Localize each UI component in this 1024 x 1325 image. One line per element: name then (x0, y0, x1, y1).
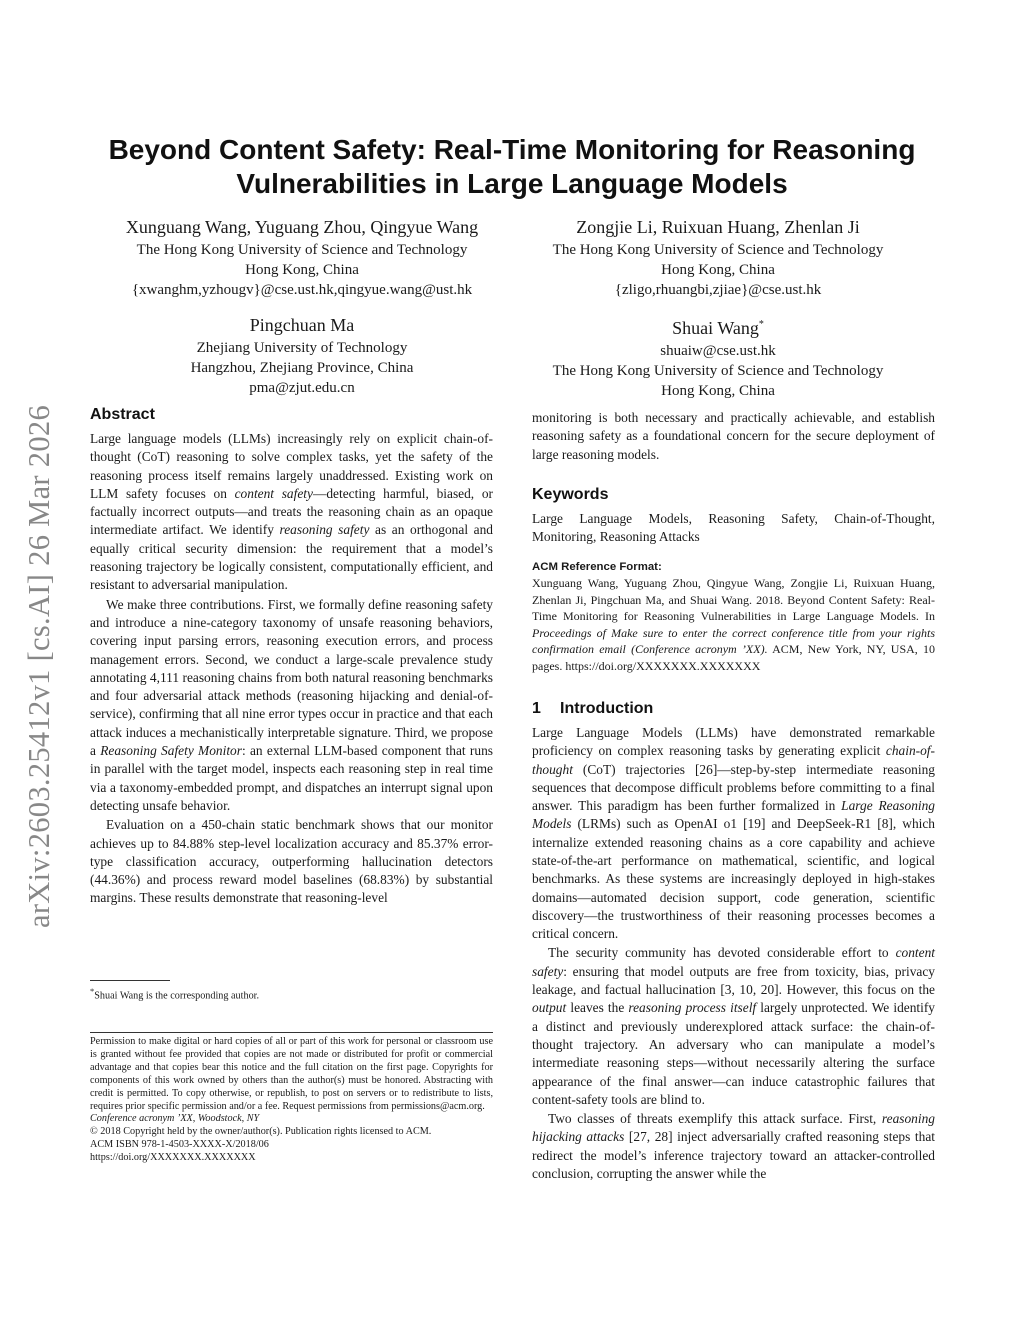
section-title: Introduction (560, 699, 654, 717)
acm-reference-text: Xunguang Wang, Yuguang Zhou, Qingyue Wang, Zongjie Li, Ruixuan Huang, Zhenlan Ji, Pingchuan Ma, and Shuai Wang. 2018. Beyond Content Safety: Real-Time Monitoring for Reasoning Vulnerabilities in Large Language Models. In Proceedings of Make sure to enter the correct conference title from your rights confirmation email (Conference acronym ’XX). ACM, New York, NY, USA, 10 pages. https://doi.org/XXXXXXX.XXXXXXX (532, 576, 935, 673)
arxiv-stamp (20, 372, 60, 960)
abstract-paragraph-3: Evaluation on a 450-chain static benchmark shows that our monitor achieves up to 84.88% step-level localization accuracy and 85.37% error-type classification accuracy, outperforming hallucination detectors (44.36%) and process reward model baselines (68.83%) by substantial margins. These results demonstrate that reasoning-level (90, 817, 493, 906)
permission-block (90, 1036, 493, 1165)
author-names: Shuai Wang (672, 318, 759, 338)
abstract-continuation: monitoring is both necessary and practically achievable, and establish reasoning safety as a foundational concern for the secure deployment of large reasoning models. (532, 410, 935, 462)
permission-text: Permission to make digital or hard copies of all or part of this work for personal or classroom use is granted without fee provided that copies are not made or distributed for profit or commercial advantage and that copies bear this notice and the full citation on the first page. Copyrights for components of this work owned by others than the author(s) must be honored. Abstracting with credit is permitted. To copy otherwise, or republish, to post on servers or to redistribute to lists, requires prior specific permission and/or a fee. Request permissions from permissions@acm.org. (90, 1036, 493, 1112)
keywords-text: Large Language Models, Reasoning Safety, Chain-of-Thought, Monitoring, Reasoning Attacks (532, 510, 935, 545)
author-block-2 (486, 215, 950, 300)
permission-copyright: © 2018 Copyright held by the owner/author(s). Publication rights licensed to ACM. (90, 1126, 432, 1138)
abstract-paragraph-2: We make three contributions. First, we formally define reasoning safety and introduce a nine-category taxonomy of unsafe reasoning behaviors, covering input parsing errors, reasoning execution errors, and process management errors. Second, we conduct a large-scale prevalence study annotating 4,111 reasoning chains from both natural reasoning benchmarks and four adversarial attack methods (reasoning hijacking and denial-of-service), confirming that all nine error types occur in practice and that each attack induces a mechanistically interpretable signature. Third, we propose a Reasoning Safety Monitor: an external LLM-based component that runs in parallel with the target model, inspects each reasoning step in real time via a taxonomy-embedded prompt, and dispatches an interrupt signal upon detecting unsafe behavior. (90, 596, 493, 813)
abstract-paragraph-1: Large language models (LLMs) increasingly rely on explicit chain-of-thought (CoT) reasoning to solve complex tasks, yet the safety of the reasoning process itself remains largely unaddressed. Existing work on LLM safety focuses on content safety—detecting harmful, biased, or factually incorrect outputs—and treats the reasoning chain as an opaque intermediate artifact. We identify reasoning safety as an orthogonal and equally critical security dimension: the requirement that a model’s reasoning trajectory be logically consistent, computationally efficient, and resistant to adversarial manipulation. (90, 431, 493, 593)
author-names: Zongjie Li, Ruixuan Huang, Zhenlan Ji (576, 217, 860, 237)
acm-reference-heading: ACM Reference Format: (532, 561, 662, 574)
permission-venue: Conference acronym ’XX, Woodstock, NY (90, 1113, 260, 1125)
footnote: *Shuai Wang is the corresponding author. (90, 986, 260, 1002)
right-column (532, 409, 935, 1183)
author-location: Hangzhou, Zhejiang Province, China (190, 360, 414, 376)
paper-title (60, 133, 964, 201)
author-names: Pingchuan Ma (249, 315, 355, 335)
footnote-rule (90, 980, 170, 981)
author-block-4 (486, 313, 950, 401)
section-number: 1 (532, 699, 541, 717)
intro-paragraph-2: The security community has devoted considerable effort to content safety: ensuring that model outputs are free from toxicity, bias, privacy leakage, and factual hallucination [3, 10, 20]. However, this focus on the output leaves the reasoning process itself largely unprotected. We identify a distinct and previously underexplored attack surface: the chain-of-thought trajectory. An adversary who can manipulate a model’s intermediate reasoning steps—without necessarily altering the surface appearance of the final answer—can induce catastrophic failures that content-safety tools are blind to. (532, 945, 935, 1107)
arxiv-id: arXiv:2603.25412v1 [cs.AI] 26 Mar 2026 (22, 404, 57, 928)
author-location: Hong Kong, China (661, 262, 775, 278)
author-affiliation: The Hong Kong University of Science and Technology (136, 242, 468, 258)
author-email: {zligo,rhuangbi,zjiae}@cse.ust.hk (614, 282, 822, 298)
author-affiliation: The Hong Kong University of Science and Technology (552, 242, 884, 258)
author-affiliation: Zhejiang University of Technology (196, 340, 408, 356)
author-location: Hong Kong, China (661, 383, 775, 399)
introduction-heading (532, 699, 935, 719)
permission-doi: https://doi.org/XXXXXXX.XXXXXXX (90, 1152, 256, 1164)
keywords-heading: Keywords (532, 485, 609, 503)
intro-paragraph-3: Two classes of threats exemplify this attack surface. First, reasoning hijacking attacks [27, 28] inject adversarially crafted reasoning steps that redirect the model’s inference trajectory toward an attacker-controlled conclusion, corrupting the answer while the (532, 1111, 935, 1182)
author-block-3 (70, 313, 534, 398)
corresponding-marker: * (758, 319, 764, 330)
permission-rule (90, 1032, 493, 1033)
author-email: shuaiw@cse.ust.hk (660, 343, 776, 359)
author-location: Hong Kong, China (245, 262, 359, 278)
author-names-line (486, 313, 950, 340)
author-names: Xunguang Wang, Yuguang Zhou, Qingyue Wang (125, 217, 479, 237)
abstract-heading: Abstract (90, 406, 155, 423)
title-line-2: Vulnerabilities in Large Language Models (236, 168, 788, 199)
left-column (90, 405, 493, 908)
author-affiliation: The Hong Kong University of Science and Technology (552, 363, 884, 379)
permission-isbn: ACM ISBN 978-1-4503-XXXX-X/2018/06 (90, 1139, 269, 1151)
intro-paragraph-1: Large Language Models (LLMs) have demonstrated remarkable proficiency on complex reasoning tasks by generating explicit chain-of-thought (CoT) trajectories [26]—step-by-step intermediate reasoning sequences that decompose difficult problems before committing to a final answer. This paradigm has been further formalized in Large Reasoning Models (LRMs) such as OpenAI o1 [19] and DeepSeek-R1 [8], which internalize extended reasoning chains as a core capability and achieve state-of-the-art performance on mathematical, scientific, and logical benchmarks. As these systems are increasingly deployed in high-stakes domains—automated decision support, code generation, scientific discovery—the trustworthiness of their reasoning processes becomes a critical concern. (532, 724, 935, 942)
author-block-1 (70, 215, 534, 300)
title-line-1: Beyond Content Safety: Real-Time Monitoring for Reasoning (108, 134, 916, 165)
author-email: {xwanghm,yzhougv}@cse.ust.hk,qingyue.wang@ust.hk (131, 282, 473, 298)
author-email: pma@zjut.edu.cn (249, 380, 355, 396)
